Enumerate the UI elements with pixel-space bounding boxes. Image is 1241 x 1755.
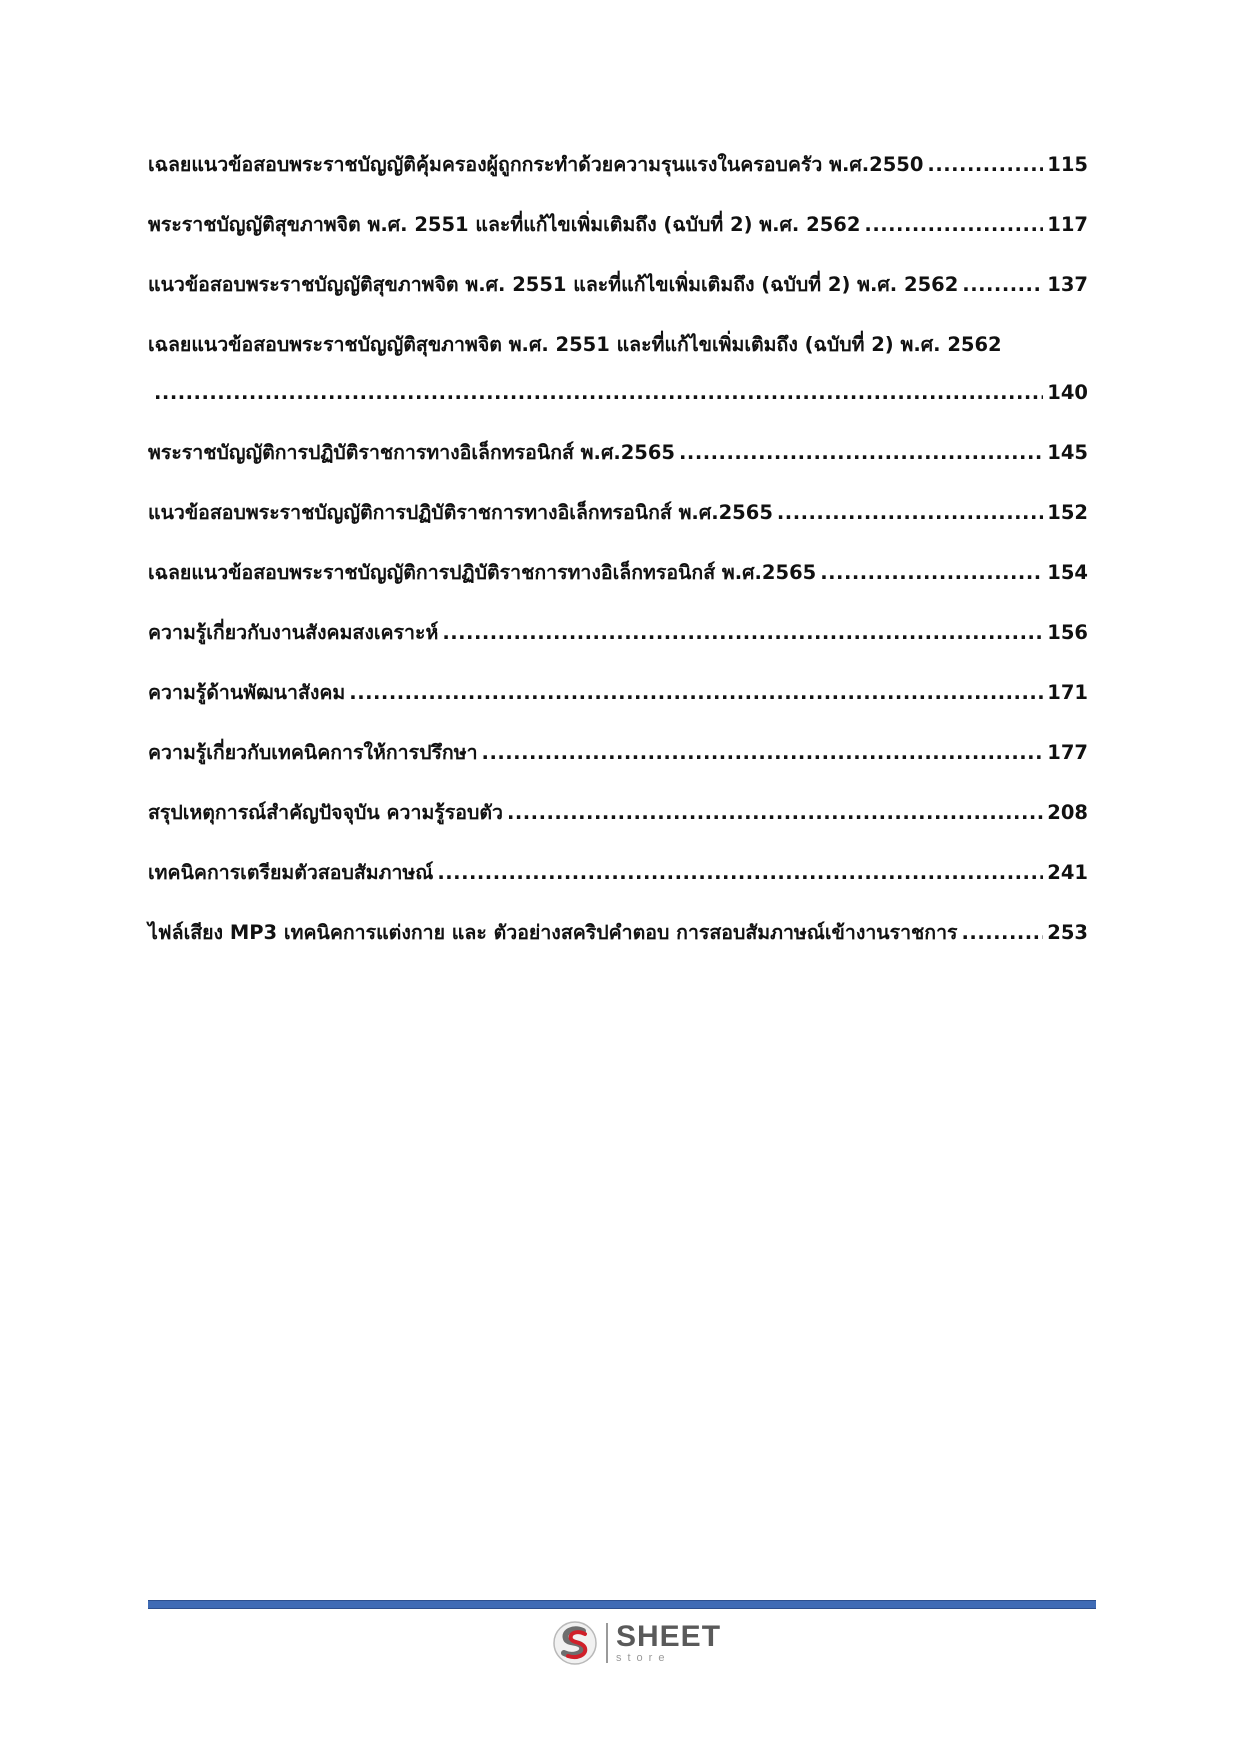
- toc-entry-page: 140: [1047, 381, 1088, 404]
- toc-entry-title: แนวข้อสอบพระราชบัญญัติสุขภาพจิต พ.ศ. 2551 และที่แก้ไขเพิ่มเติมถึง (ฉบับที่ 2) พ.ศ. 2562: [148, 273, 959, 296]
- dot-leader: [962, 920, 1044, 946]
- toc-entry-page: 115: [1047, 153, 1088, 176]
- toc-entry-page: 156: [1047, 621, 1088, 644]
- dot-leader: [507, 800, 1043, 826]
- toc-entry-title: สรุปเหตุการณ์สำคัญปัจจุบัน ความรู้รอบตัว: [148, 801, 503, 824]
- toc-entry[interactable]: [148, 560, 1088, 586]
- toc-entry-page: 208: [1047, 801, 1088, 824]
- toc-entry-title: แนวข้อสอบพระราชบัญญัติการปฏิบัติราชการทางอิเล็กทรอนิกส์ พ.ศ.2565: [148, 501, 773, 524]
- toc-entry[interactable]: [148, 860, 1088, 886]
- toc-entry[interactable]: [148, 332, 1088, 406]
- toc-entry-title: เทคนิคการเตรียมตัวสอบสัมภาษณ์: [148, 861, 434, 884]
- toc-entry-page: 171: [1047, 681, 1088, 704]
- toc-entry-title: พระราชบัญญัติสุขภาพจิต พ.ศ. 2551 และที่แก้ไขเพิ่มเติมถึง (ฉบับที่ 2) พ.ศ. 2562: [148, 213, 861, 236]
- dot-leader: [679, 440, 1043, 466]
- toc-entry-page: 145: [1047, 441, 1088, 464]
- dot-leader: [437, 860, 1043, 886]
- logo-sub-text: store: [616, 1652, 671, 1664]
- toc-entry[interactable]: [148, 740, 1088, 766]
- toc-entry[interactable]: [148, 680, 1088, 706]
- toc-entry-title: ไฟล์เสียง MP3 เทคนิคการแต่งกาย และ ตัวอย่างสคริปคำตอบ การสอบสัมภาษณ์เข้างานราชการ: [148, 921, 958, 944]
- toc-entry-page: 117: [1047, 213, 1088, 236]
- toc-entry[interactable]: [148, 920, 1088, 946]
- toc-entry[interactable]: [148, 500, 1088, 526]
- toc-entry-page: 253: [1047, 921, 1088, 944]
- toc-entry-page: 152: [1047, 501, 1088, 524]
- toc-entry-title: ความรู้เกี่ยวกับงานสังคมสงเคราะห์: [148, 621, 439, 644]
- toc-entry-page: 137: [1047, 273, 1088, 296]
- toc-entry[interactable]: [148, 272, 1088, 298]
- toc-entry-title: พระราชบัญญัติการปฏิบัติราชการทางอิเล็กทรอนิกส์ พ.ศ.2565: [148, 441, 676, 464]
- toc-entry[interactable]: [148, 620, 1088, 646]
- dot-leader: [777, 500, 1043, 526]
- dot-leader: [482, 740, 1044, 766]
- logo-brand-text: SHEET: [616, 1620, 722, 1653]
- toc-entry-page: 241: [1047, 861, 1088, 884]
- sheet-store-logo: [552, 1620, 721, 1666]
- toc-entry[interactable]: [148, 440, 1088, 466]
- toc-entry-title: ความรู้ด้านพัฒนาสังคม: [148, 681, 346, 704]
- table-of-contents: [148, 152, 1088, 980]
- toc-entry[interactable]: [148, 800, 1088, 826]
- dot-leader: [962, 272, 1043, 298]
- toc-entry-title: เฉลยแนวข้อสอบพระราชบัญญัติการปฏิบัติราชการทางอิเล็กทรอนิกส์ พ.ศ.2565: [148, 561, 817, 584]
- footer-rule: [148, 1600, 1096, 1609]
- dot-leader: [927, 152, 1043, 178]
- toc-entry[interactable]: [148, 212, 1088, 238]
- dot-leader: [349, 680, 1043, 706]
- toc-entry-title: เฉลยแนวข้อสอบพระราชบัญญัติคุ้มครองผู้ถูกกระทำด้วยความรุนแรงในครอบครัว พ.ศ.2550: [148, 153, 924, 176]
- logo-divider: [606, 1623, 608, 1663]
- dot-leader: [154, 380, 1043, 406]
- toc-entry-title: ความรู้เกี่ยวกับเทคนิคการให้การปรึกษา: [148, 741, 478, 764]
- sheet-store-logo-icon: [552, 1620, 598, 1666]
- toc-entry-page: 154: [1047, 561, 1088, 584]
- dot-leader: [820, 560, 1043, 586]
- toc-entry[interactable]: [148, 152, 1088, 178]
- toc-entry-title: เฉลยแนวข้อสอบพระราชบัญญัติสุขภาพจิต พ.ศ. 2551 และที่แก้ไขเพิ่มเติมถึง (ฉบับที่ 2) พ.ศ. 2562: [148, 333, 1002, 356]
- toc-entry-page: 177: [1047, 741, 1088, 764]
- dot-leader: [442, 620, 1043, 646]
- dot-leader: [864, 212, 1043, 238]
